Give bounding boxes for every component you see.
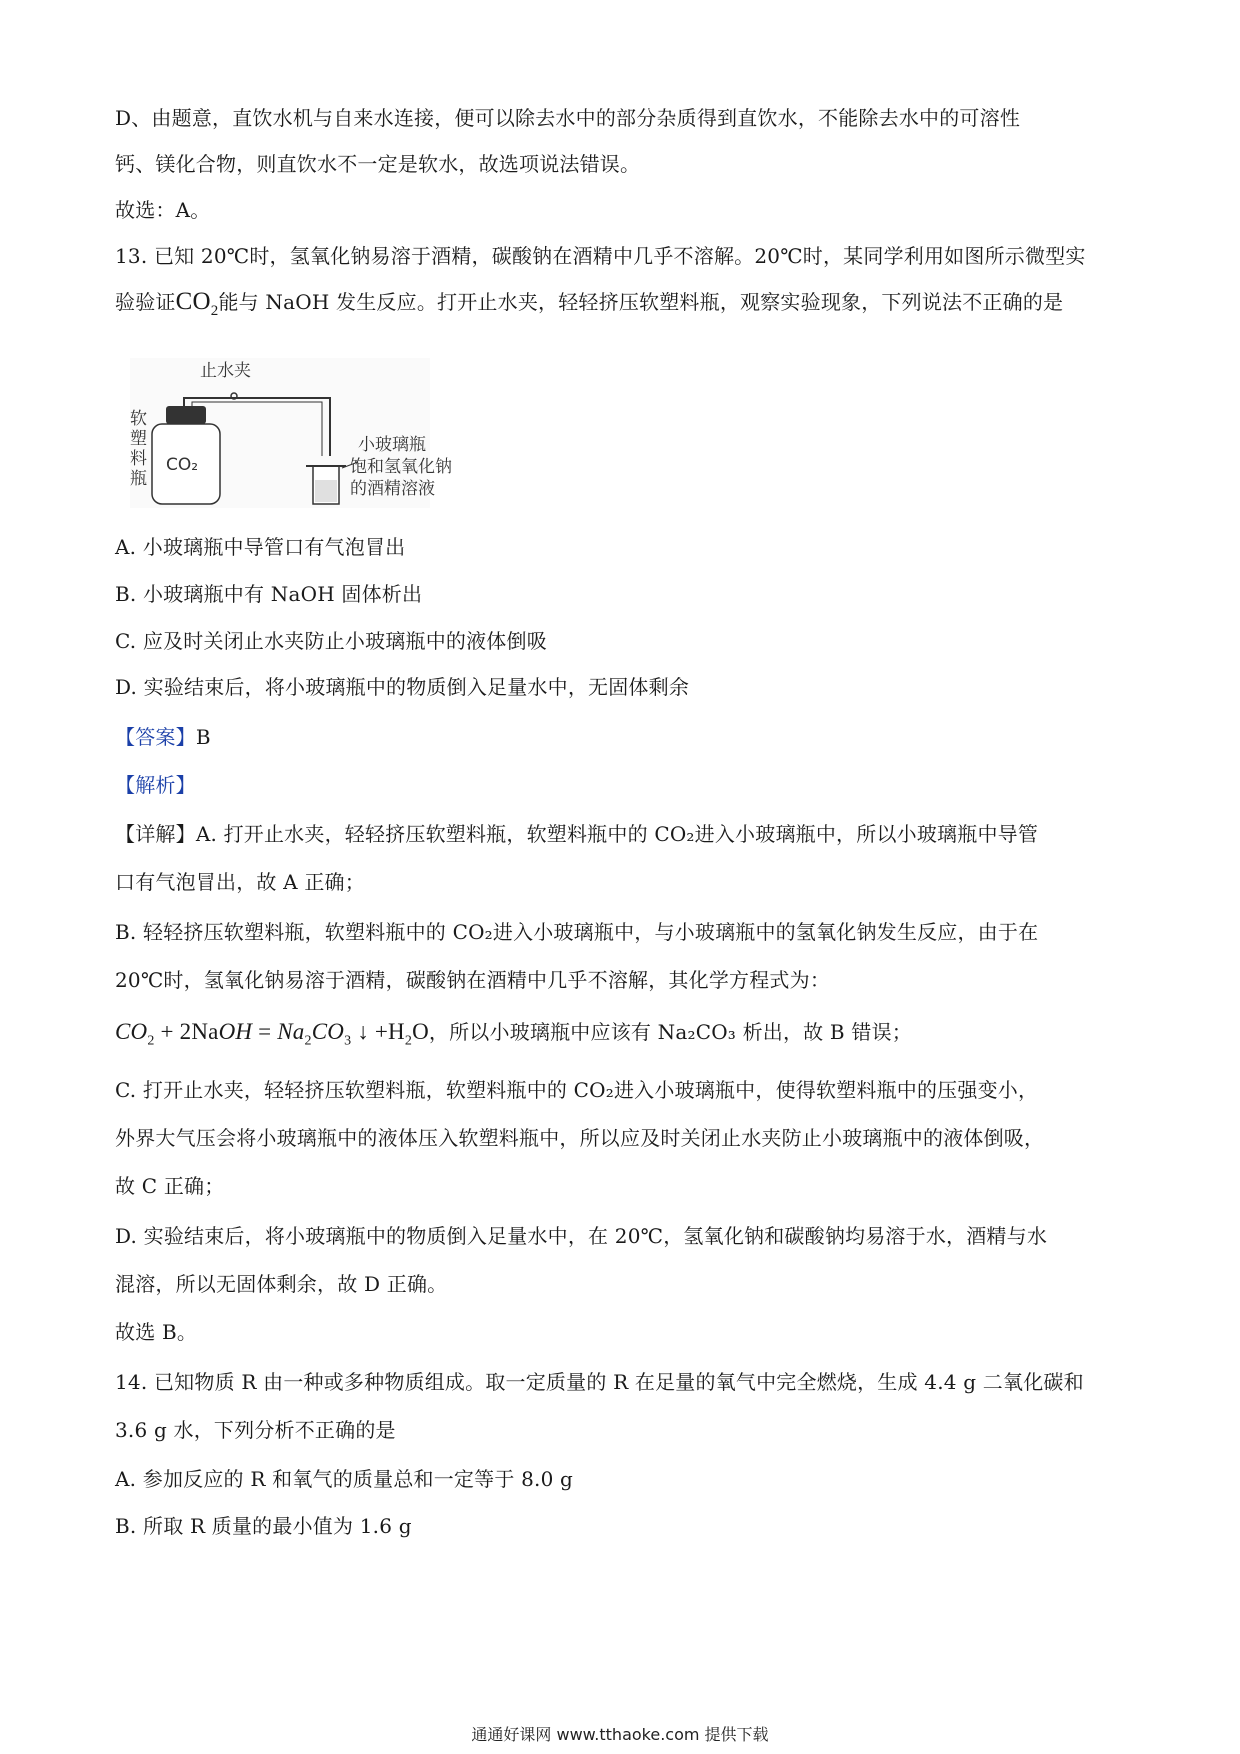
option-b: B. 所取 R 质量的最小值为 1.6 g xyxy=(115,1514,412,1538)
bottle-label: 塑 xyxy=(130,429,147,449)
bottle-label: 料 xyxy=(130,449,147,469)
detail-text: A. 打开止水夹，轻轻挤压软塑料瓶，软塑料瓶中的 CO₂进入小玻璃瓶中，所以小玻璃瓶中导管 xyxy=(195,822,1039,846)
page-footer: 通通好课网 www.tthaoke.com 提供下载 xyxy=(471,1725,769,1744)
clamp-label: 止水夹 xyxy=(200,361,251,381)
detail-line: 故 C 正确； xyxy=(115,1174,225,1198)
chemical-equation: $CO_2$ + 2NaOH = $Na_2CO_3$ ↓ $+H_2O$ xyxy=(115,1019,429,1049)
question-14-stem: 3.6 g 水，下列分析不正确的是 xyxy=(115,1418,396,1442)
question-13-stem: 13. 已知 20℃时，氢氧化钠易溶于酒精，碳酸钠在酒精中几乎不溶解。20℃时，某同学利用如图所示微型实 xyxy=(115,244,1086,268)
analysis-tag: 【解析】 xyxy=(115,773,196,797)
question-13-stem-line2 xyxy=(115,288,1135,319)
option-c: C. 应及时关闭止水夹防止小玻璃瓶中的液体倒吸 xyxy=(115,629,547,653)
bottle-cap xyxy=(166,406,206,424)
small-bottle-label: 饱和氢氧化钠 xyxy=(350,457,452,477)
small-bottle-label: 的酒精溶液 xyxy=(350,479,435,499)
text-line: D、由题意，直饮水机与自来水连接，便可以除去水中的部分杂质得到直饮水，不能除去水中的可溶性 xyxy=(115,106,1021,130)
equation-text: ，所以小玻璃瓶中应该有 Na₂CO₃ 析出，故 B 错误； xyxy=(428,1020,912,1044)
bottle-label: 瓶 xyxy=(130,469,147,489)
answer-value: B xyxy=(195,725,211,749)
option-a: A. 小玻璃瓶中导管口有气泡冒出 xyxy=(115,535,406,559)
bottle-label: 软 xyxy=(130,409,147,429)
option-a: A. 参加反应的 R 和氧气的质量总和一定等于 8.0 g xyxy=(115,1467,574,1491)
co2-formula xyxy=(175,288,219,319)
question-14-stem: 14. 已知物质 R 由一种或多种物质组成。取一定质量的 R 在足量的氧气中完全燃烧，生成 4.4 g 二氧化碳和 xyxy=(115,1370,1084,1394)
gas-label: CO₂ xyxy=(166,455,199,475)
stem-text: 能与 NaOH 发生反应。打开止水夹，轻轻挤压软塑料瓶，观察实验现象，下列说法不正确的是 xyxy=(218,290,1064,314)
detail-line: C. 打开止水夹，轻轻挤压软塑料瓶，软塑料瓶中的 CO₂进入小玻璃瓶中，使得软塑料瓶中的压强变小， xyxy=(115,1078,1039,1102)
small-bottle-label: 小玻璃瓶 xyxy=(358,435,426,455)
detail-tag: 【详解】 xyxy=(115,822,196,846)
option-b: B. 小玻璃瓶中有 NaOH 固体析出 xyxy=(115,582,423,606)
co2-subscript: 2 xyxy=(210,303,219,319)
detail-line: 口有气泡冒出，故 A 正确； xyxy=(115,870,365,894)
equation-line xyxy=(115,1018,1135,1049)
detail-line xyxy=(115,820,1135,848)
answer-line xyxy=(115,723,1135,751)
detail-line: 外界大气压会将小玻璃瓶中的液体压入软塑料瓶中，所以应及时关闭止水夹防止小玻璃瓶中的液体倒吸， xyxy=(115,1126,1045,1150)
analysis-line xyxy=(115,771,1135,799)
detail-line: D. 实验结束后，将小玻璃瓶中的物质倒入足量水中，在 20℃，氢氧化钠和碳酸钠均易溶于水，酒精与水 xyxy=(115,1224,1048,1248)
answer-tag: 【答案】 xyxy=(115,725,196,749)
experiment-diagram xyxy=(130,358,452,508)
text-line: 钙、镁化合物，则直饮水不一定是软水，故选项说法错误。 xyxy=(115,152,641,176)
co2-text: CO xyxy=(175,288,211,315)
solution xyxy=(315,480,337,502)
stem-text: 验验证 xyxy=(115,290,176,314)
detail-line: 混溶，所以无固体剩余，故 D 正确。 xyxy=(115,1272,448,1296)
detail-line: 20℃时，氢氧化钠易溶于酒精，碳酸钠在酒精中几乎不溶解，其化学方程式为： xyxy=(115,968,831,992)
text-line: 故选：A。 xyxy=(115,198,211,222)
detail-line: B. 轻轻挤压软塑料瓶，软塑料瓶中的 CO₂进入小玻璃瓶中，与小玻璃瓶中的氢氧化钠发生反应，由于在 xyxy=(115,920,1039,944)
detail-line: 故选 B。 xyxy=(115,1320,198,1344)
option-d: D. 实验结束后，将小玻璃瓶中的物质倒入足量水中，无固体剩余 xyxy=(115,675,690,699)
